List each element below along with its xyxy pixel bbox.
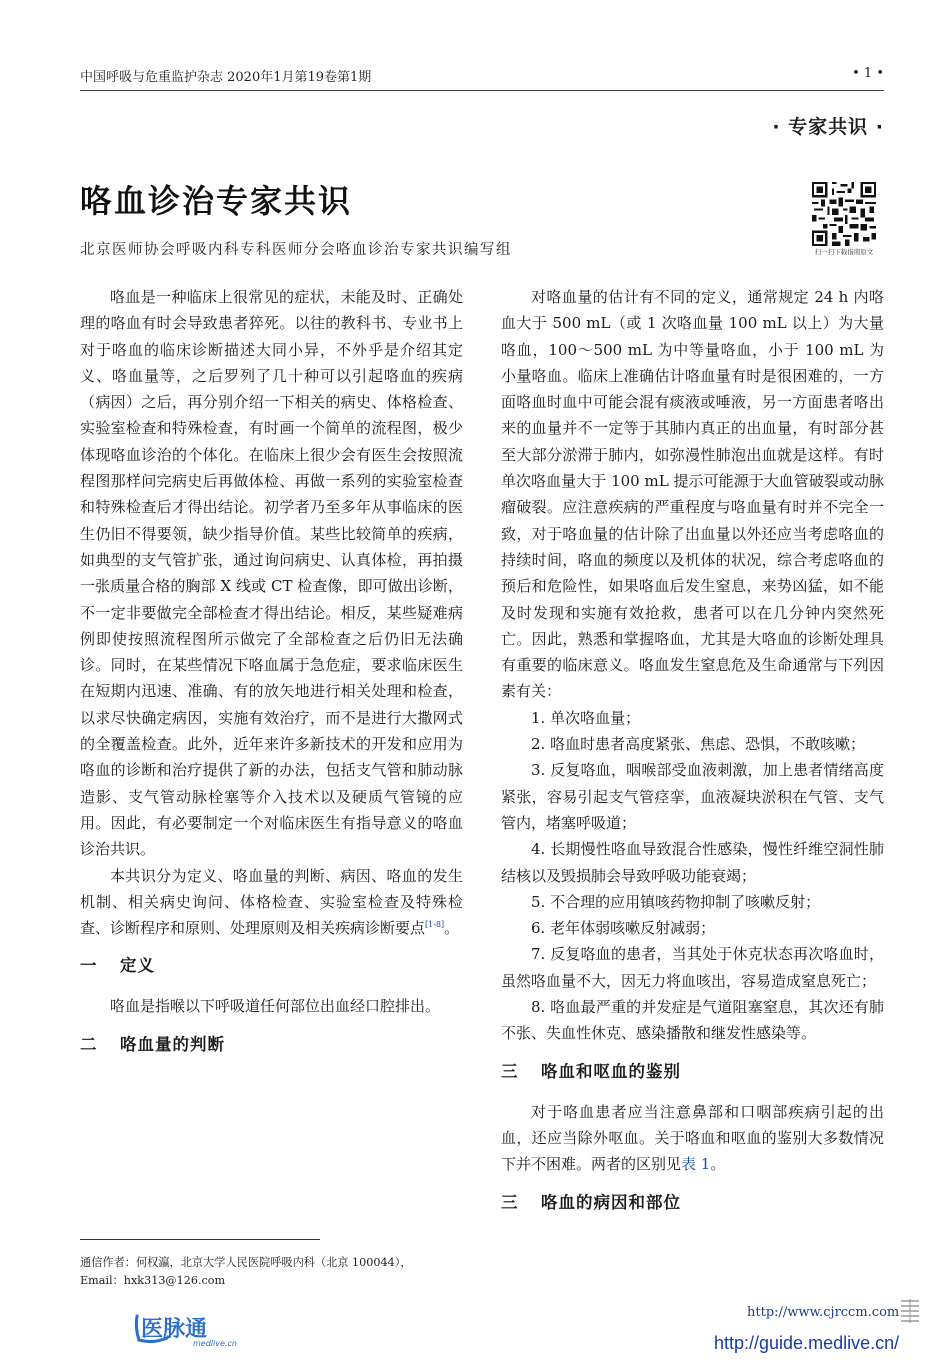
qr-caption: 扫一扫下载指南原文 [814, 248, 874, 256]
definition-paragraph: 咯血是指喉以下呼吸道任何部位出血经口腔排出。 [110, 997, 441, 1016]
reference-citation[interactable]: [1-8] [425, 920, 445, 930]
section-number: 三 [501, 1061, 519, 1081]
intro-paragraph: 咯血是一种临床上很常见的症状，未能及时、正确处理的咯血有时会导致患者猝死。以往的教科书、专业书上对于咯血的临床诊断描述大同小异，不外乎是介绍其定义、咯血量等，之后罗列了几十种可以引起咯血的疾病（病因）之后，再分别介绍一下相关的病史、体格检查、实验室检查和特殊检查，有时画一个简单的流程图，极少体现咯血诊治的个体化。在临床上很少会有医生会按照流程图那样问完病史后再做体检、再做一系列的实验室检查和特殊检查后才得出结论。初学者乃至多年从事临床的医生仍旧不得要领，缺少指导价值。某些比较简单的疾病，如典型的支气管扩张，通过询问病史、认真体检，再拍摄一张质量合格的胸部 X 线或 CT 检查像，即可做出诊断，不一定非要做完全部检查才得出结论。相反，某些疑难病例即使按照流程图所示做完了全部检查之后仍旧无法确诊。同时，在某些情况下咯血属于急危症，要求临床医生在短期内迅速、准确、有的放矢地进行相关处理和检查，以求尽快确定病因，实施有效治疗，而不是进行大撒网式的全覆盖检查。此外，近年来许多新技术的开发和应用为咯血的诊断和治疗提供了新的办法，包括支气管和肺动脉造影、支气管动脉栓塞等介入技术以及硬质气管镜的应用。因此，有必要制定一个对临床医生有指导意义的咯血诊治共识。 [80, 288, 463, 859]
header-divider [80, 90, 884, 91]
risk-factor-item: 2. 咯血时患者高度紧张、焦虑、恐惧，不敢咳嗽； [531, 735, 866, 754]
risk-factor-item: 7. 反复咯血的患者，当其处于休克状态再次咯血时，虽然咯血量不大，因无力将血咳出，容易造成窒息死亡； [501, 945, 884, 990]
differential-end: 。 [710, 1155, 726, 1174]
table-1-link[interactable]: 表 1 [681, 1155, 711, 1174]
section-heading-volume [80, 1032, 463, 1058]
section-title: 咯血和呕血的鉴别 [541, 1061, 681, 1081]
journal-header: 中国呼吸与危重监护杂志 2020年1月第19卷第1期 [80, 70, 372, 85]
journal-site-link[interactable]: http://www.cjrccm.com [747, 1305, 900, 1320]
risk-factor-item: 1. 单次咯血量； [531, 708, 641, 727]
document-stack-icon [898, 1298, 922, 1324]
correspondence-author: 通信作者：何权瀛，北京大学人民医院呼吸内科（北京 100044）， [80, 1256, 412, 1269]
logo-text: 医脉通 [141, 1317, 208, 1342]
section-heading-differential [501, 1059, 884, 1085]
risk-factor-item: 8. 咯血最严重的并发症是气道阻塞窒息，其次还有肺不张、失血性休克、感染播散和继发性感染等。 [501, 998, 884, 1043]
guide-link[interactable]: http://guide.medlive.cn/ [714, 1333, 900, 1353]
section-number: 二 [80, 1034, 98, 1054]
scope-paragraph [80, 863, 463, 942]
scope-text: 本共识分为定义、咯血量的判断、病因、咯血的发生机制、相关病史询问、体格检查、实验室检查及特殊检查、诊断程序和原则、处理原则及相关疾病诊断要点 [80, 866, 463, 938]
page-number: • 1 • [852, 66, 884, 81]
section-heading-definition [80, 953, 463, 979]
article-title: 咯血诊治专家共识 [80, 182, 353, 220]
section-heading-etiology [501, 1190, 884, 1216]
section-title: 定义 [120, 956, 155, 976]
differential-paragraph [501, 1099, 884, 1178]
logo-subtext: medlive.cn [193, 1339, 237, 1348]
section-number: 三 [501, 1192, 519, 1212]
author-group: 北京医师协会呼吸内科专科医师分会咯血诊治专家共识编写组 [80, 242, 512, 258]
qr-code-icon[interactable] [812, 182, 876, 246]
section-number: 一 [80, 956, 98, 976]
footnote-divider [80, 1239, 320, 1240]
risk-factor-item: 3. 反复咯血，咽喉部受血液刺激，加上患者情绪高度紧张，容易引起支气管痉挛，血液凝块淤积在气管、支气管内，堵塞呼吸道； [501, 761, 884, 832]
right-column [501, 284, 884, 1230]
differential-text: 对于咯血患者应当注意鼻部和口咽部疾病引起的出血，还应当除外呕血。关于咯血和呕血的鉴别大多数情况下并不困难。两者的区别见 [501, 1102, 884, 1174]
medlive-logo[interactable] [133, 1308, 263, 1348]
scope-end: 。 [444, 919, 460, 938]
volume-paragraph: 对咯血量的估计有不同的定义，通常规定 24 h 内咯血大于 500 mL（或 1 次咯血量 100 mL 以上）为大量咯血，100～500 mL 为中等量咯血，小于 100 mL 为小量咯血。临床上准确估计咯血量有时是很困难的，一方面咯血时血中可能会混有痰液或唾液，另一方面患者咯出来的血量并不一定等于其肺内真正的出血量，有时部分甚至大部分淤滞于肺内，如弥漫性肺泡出血就是这样。有时单次咯血量大于 100 mL 提示可能源于大血管破裂或动脉瘤破裂。应注意疾病的严重程度与咯血量有时并不完全一致，对于咯血量的估计除了出血量以外还应当考虑咯血的持续时间，咯血的频度以及机体的状况，综合考虑咯血的预后和危险性，如果咯血后发生窒息，来势凶猛，如不能及时发现和实施有效抢救，患者可以在几分钟内突然死亡。因此，熟悉和掌握咯血，尤其是大咯血的诊断处理具有重要的临床意义。咯血发生窒息危及生命通常与下列因素有关： [501, 288, 884, 701]
risk-factor-item: 5. 不合理的应用镇咳药物抑制了咳嗽反射； [531, 892, 821, 911]
section-tag: · 专家共识 · [772, 116, 884, 138]
section-title: 咯血的病因和部位 [541, 1192, 681, 1212]
section-title: 咯血量的判断 [120, 1034, 225, 1054]
risk-factor-item: 6. 老年体弱咳嗽反射减弱； [531, 919, 716, 938]
risk-factor-item: 4. 长期慢性咯血导致混合性感染，慢性纤维空洞性肺结核以及毁损肺会导致呼吸功能衰竭； [501, 840, 884, 885]
correspondence-email[interactable]: Email：hxk313@126.com [80, 1274, 226, 1287]
correspondence-footnote [80, 1254, 470, 1290]
left-column [80, 284, 463, 1072]
